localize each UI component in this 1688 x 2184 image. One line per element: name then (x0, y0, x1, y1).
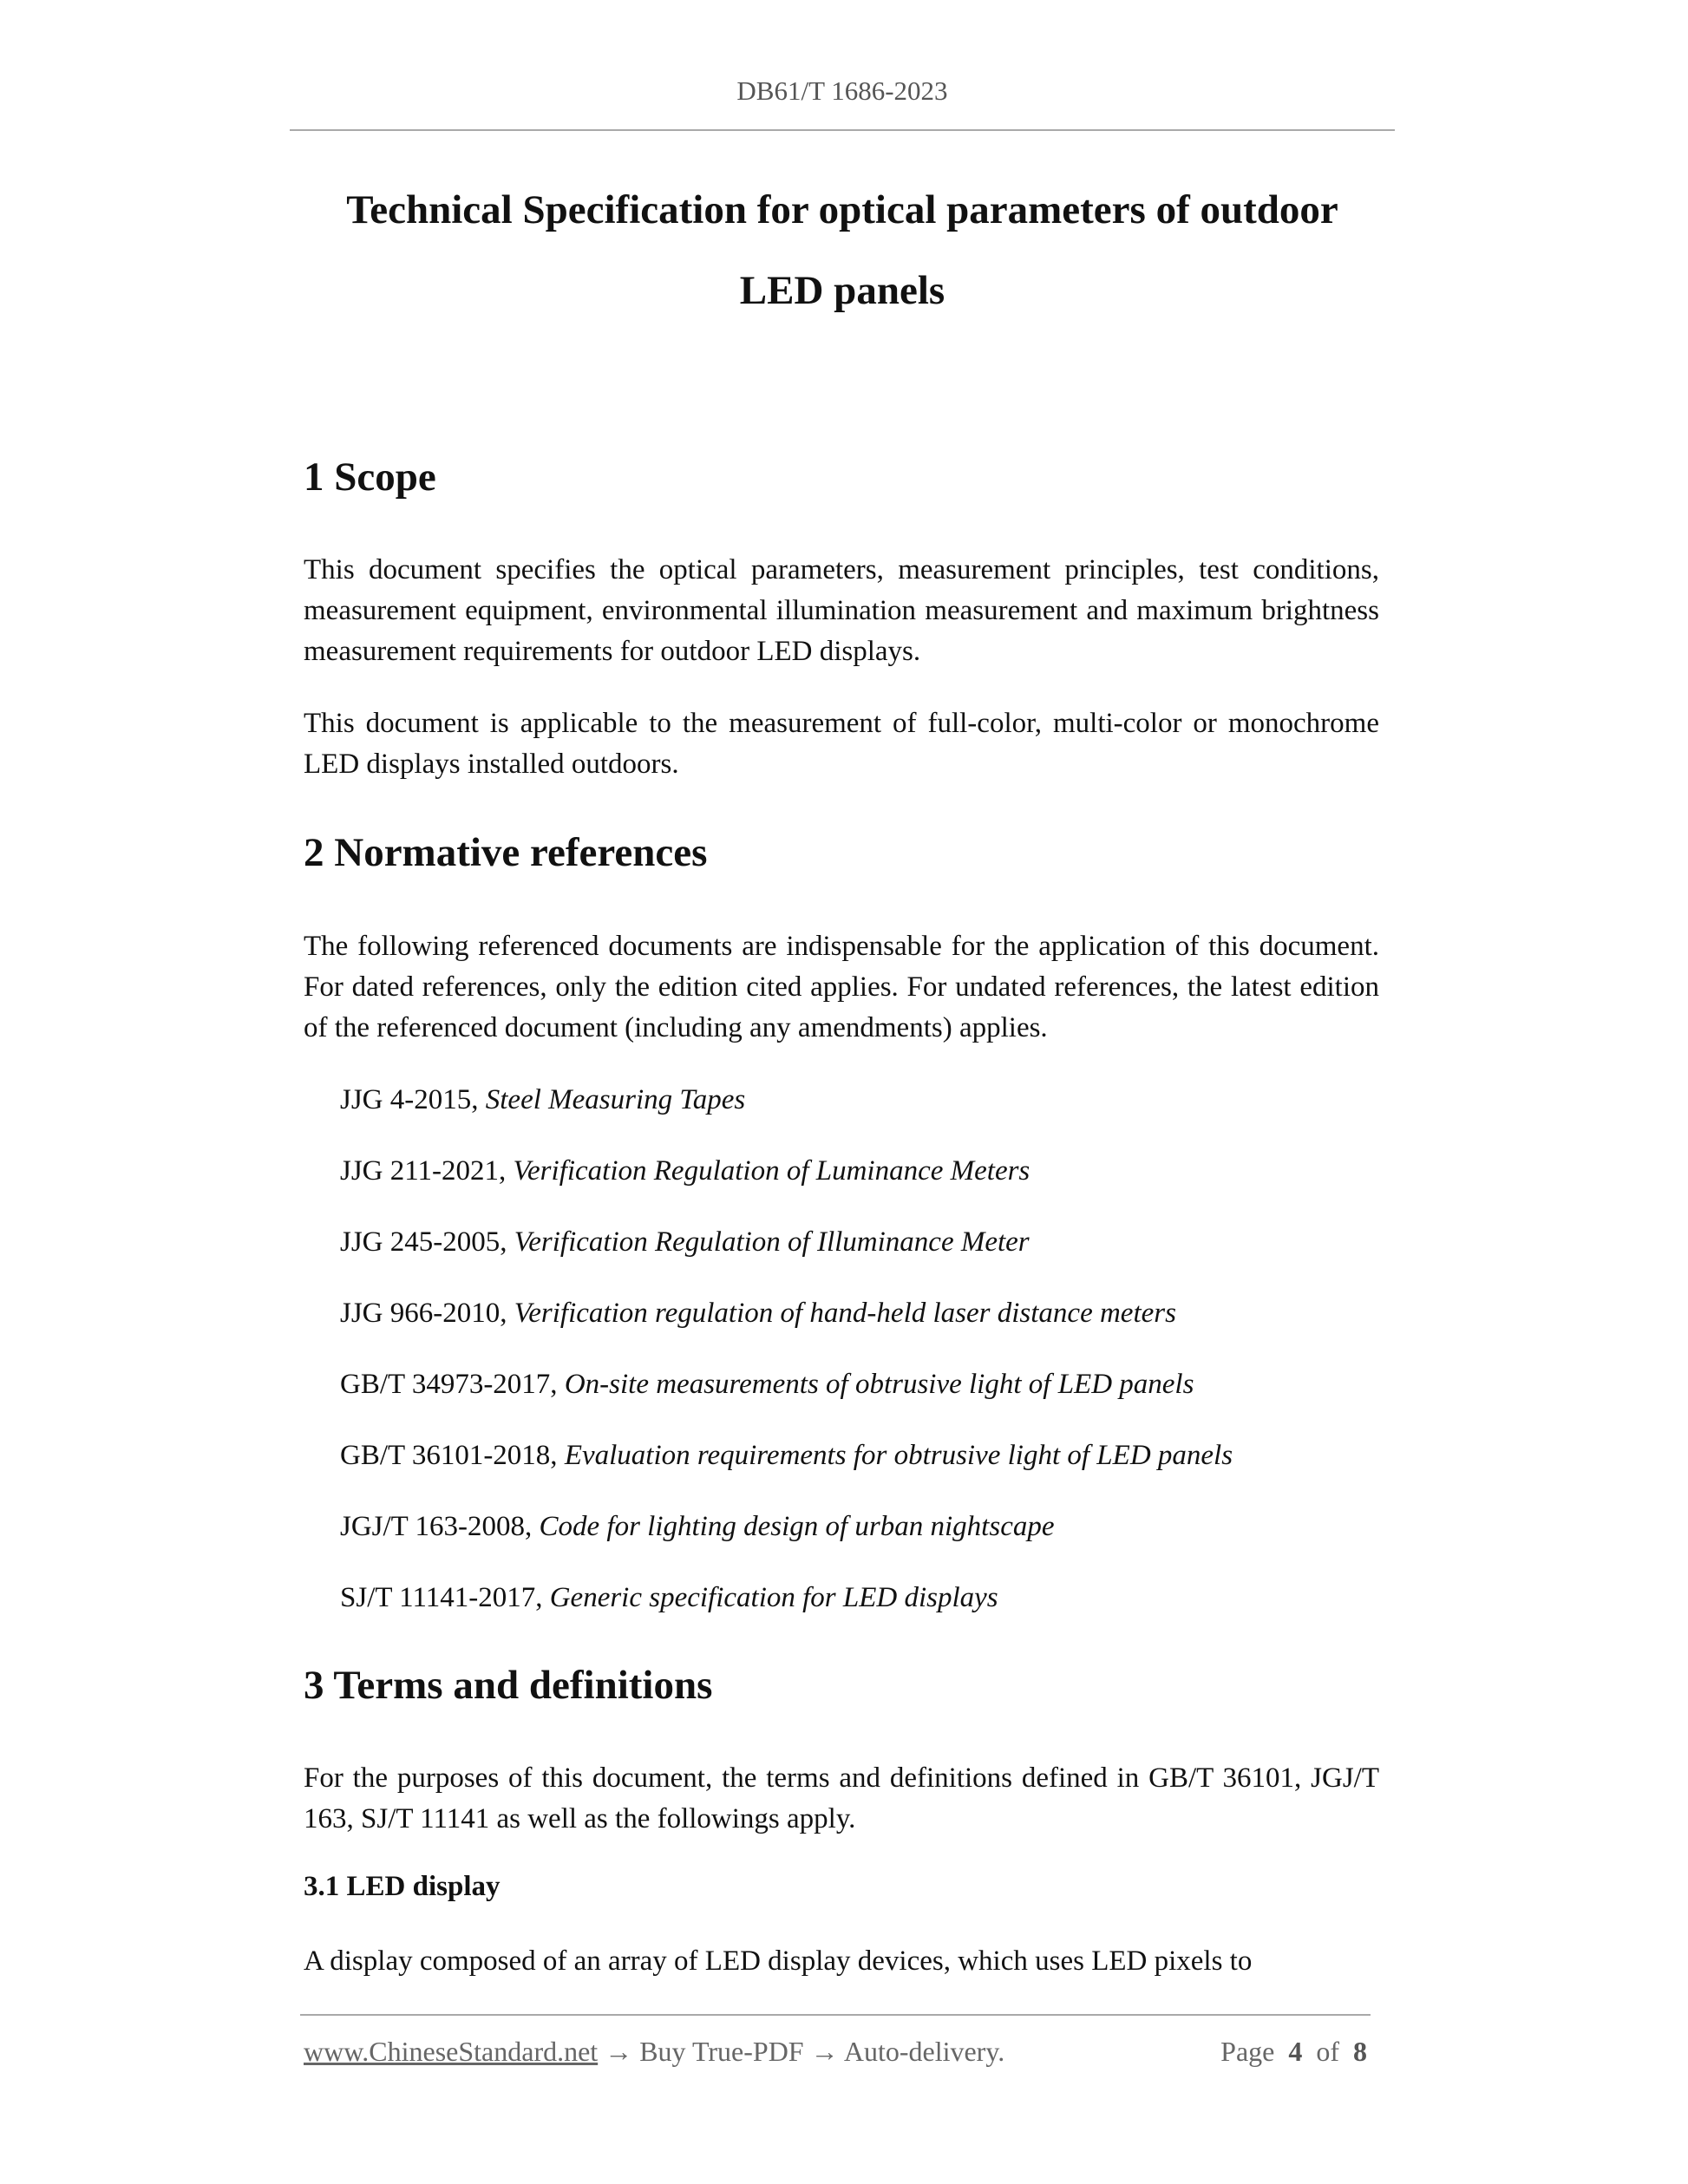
reference-code: JJG 4-2015, (340, 1084, 486, 1115)
reference-item (340, 1364, 1194, 1405)
reference-title: Code for lighting design of urban nightscape (539, 1511, 1055, 1542)
reference-code: JJG 966-2010, (340, 1298, 514, 1329)
footer-divider (300, 2014, 1371, 2016)
scope-paragraph-1: This document specifies the optical parameters, measurement principles, test conditions, measurement equipment, environmental illumination measurement and maximum brightness measurement requirements for outdoor LED displays. (304, 554, 1379, 667)
page-header: DB61/T 1686-2023 (736, 75, 948, 106)
section-heading-scope: 1 Scope (304, 454, 436, 500)
scope-paragraph-2: This document is applicable to the measurement of full-color, multi-color or monochrome LED displays installed outdoors. (304, 708, 1379, 780)
reference-item (340, 1080, 745, 1121)
terms-intro-paragraph: For the purposes of this document, the terms and definitions defined in GB/T 36101, JGJ/T 163, SJ/T 11141 as well as the followings apply. (304, 1762, 1379, 1834)
reference-title: Evaluation requirements for obtrusive light of LED panels (564, 1440, 1233, 1471)
reference-item (340, 1293, 1176, 1334)
reference-item (340, 1222, 1030, 1263)
header-divider (290, 129, 1395, 131)
page-indicator (1220, 2030, 1367, 2073)
document-title (290, 170, 1395, 331)
reference-code: SJ/T 11141-2017, (340, 1582, 550, 1613)
reference-code: JJG 245-2005, (340, 1226, 514, 1258)
reference-item (340, 1151, 1030, 1192)
reference-title: On-site measurements of obtrusive light of LED panels (564, 1369, 1194, 1400)
document-title-line2: LED panels (739, 268, 945, 313)
led-display-definition: A display composed of an array of LED display devices, which uses LED pixels to (304, 1945, 1253, 1977)
current-page-number: 4 (1288, 2036, 1303, 2067)
footer-tagline: → Buy True-PDF → Auto-delivery. (598, 2036, 1005, 2067)
document-title-line1: Technical Specification for optical parameters of outdoor (346, 187, 1338, 232)
normative-intro-paragraph: The following referenced documents are indispensable for the application of this document. For dated references, only the edition cited applies. For undated references, the latest edition of the referenced document (including any amendments) applies. (304, 931, 1379, 1043)
reference-title: Verification regulation of hand-held laser distance meters (514, 1298, 1176, 1329)
site-link[interactable]: www.ChineseStandard.net (304, 2036, 599, 2067)
reference-title: Generic specification for LED displays (549, 1582, 998, 1613)
page-label: Page (1220, 2036, 1275, 2067)
reference-title: Verification Regulation of Luminance Meters (513, 1155, 1030, 1187)
reference-item (340, 1435, 1233, 1476)
page-footer (304, 2030, 1371, 2073)
reference-item (340, 1578, 998, 1618)
reference-code: JGJ/T 163-2008, (340, 1511, 540, 1542)
reference-item (340, 1507, 1054, 1547)
reference-code: JJG 211-2021, (340, 1155, 514, 1187)
subsection-heading-led-display: 3.1 LED display (304, 1871, 501, 1902)
total-pages: 8 (1353, 2036, 1367, 2067)
reference-title: Steel Measuring Tapes (485, 1084, 746, 1115)
of-label: of (1316, 2036, 1339, 2067)
section-heading-terms: 3 Terms and definitions (304, 1663, 713, 1708)
section-heading-normative-references: 2 Normative references (304, 830, 708, 875)
reference-code: GB/T 34973-2017, (340, 1369, 565, 1400)
reference-title: Verification Regulation of Illuminance Meter (514, 1226, 1030, 1258)
reference-code: GB/T 36101-2018, (340, 1440, 565, 1471)
